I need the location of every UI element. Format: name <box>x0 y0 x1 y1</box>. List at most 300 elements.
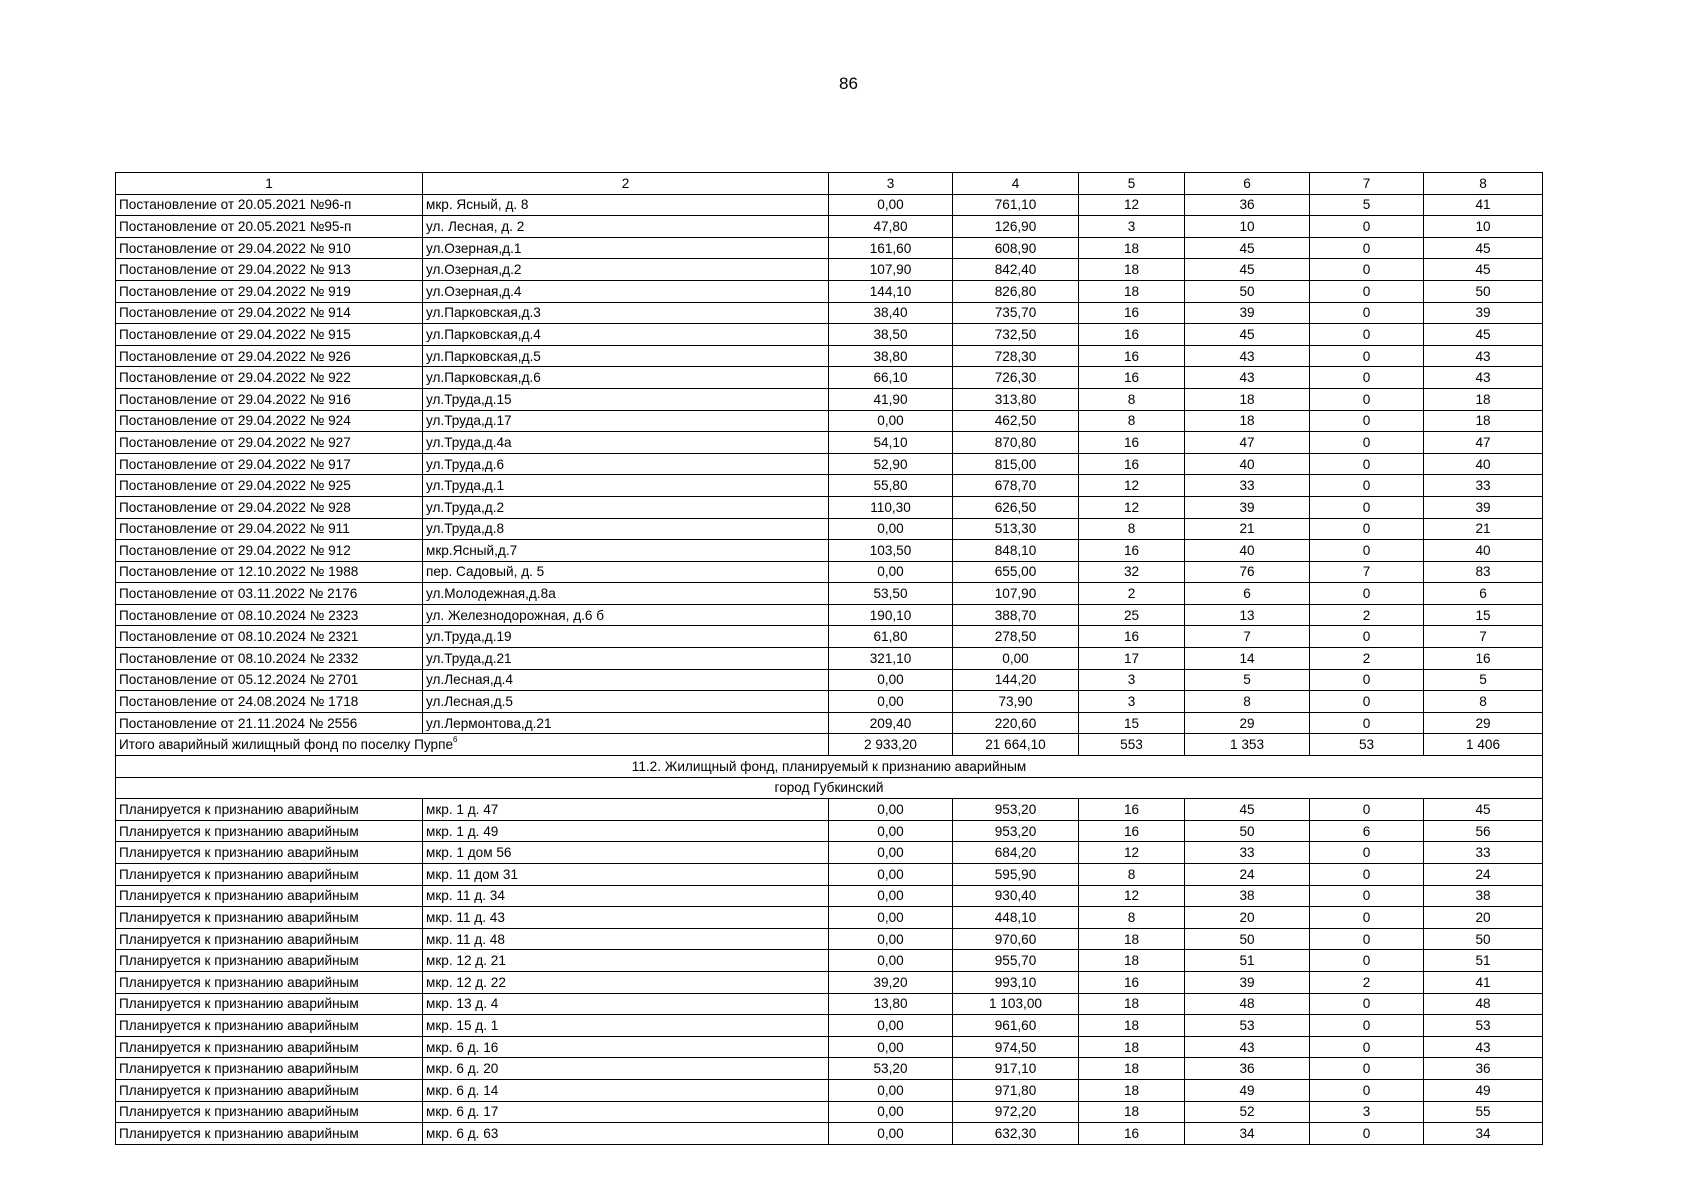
table-row <box>116 648 1543 670</box>
table-row <box>116 885 1543 907</box>
cell-col-7: 0 <box>1310 540 1424 562</box>
cell-col-7: 0 <box>1310 1123 1424 1145</box>
cell-col-4: 953,20 <box>953 820 1079 842</box>
cell-col-5: 16 <box>1079 302 1185 324</box>
table-row <box>116 302 1543 324</box>
column-number-header: 2 <box>423 173 829 195</box>
cell-col-7: 0 <box>1310 1015 1424 1037</box>
cell-address: мкр. 6 д. 16 <box>423 1036 829 1058</box>
cell-address: мкр. 11 д. 34 <box>423 885 829 907</box>
cell-col-8: 6 <box>1424 583 1543 605</box>
table-row <box>116 928 1543 950</box>
cell-col-6: 24 <box>1185 864 1310 886</box>
cell-col-4: 448,10 <box>953 907 1079 929</box>
cell-col-6: 39 <box>1185 496 1310 518</box>
cell-col-7: 0 <box>1310 345 1424 367</box>
cell-col-6: 5 <box>1185 669 1310 691</box>
cell-address: мкр. 11 д. 48 <box>423 928 829 950</box>
cell-col-8: 43 <box>1424 367 1543 389</box>
cell-col-3: 61,80 <box>829 626 953 648</box>
cell-address: мкр. 1 дом 56 <box>423 842 829 864</box>
cell-document: Планируется к признанию аварийным <box>116 1036 423 1058</box>
cell-col-3: 0,00 <box>829 950 953 972</box>
cell-document: Постановление от 29.04.2022 № 911 <box>116 518 423 540</box>
cell-col-7: 0 <box>1310 367 1424 389</box>
section-title-row <box>116 756 1543 778</box>
table-row <box>116 561 1543 583</box>
cell-address: мкр. 6 д. 63 <box>423 1123 829 1145</box>
cell-address: мкр.Ясный,д.7 <box>423 540 829 562</box>
cell-col-4: 0,00 <box>953 648 1079 670</box>
cell-col-7: 0 <box>1310 885 1424 907</box>
cell-address: ул.Труда,д.8 <box>423 518 829 540</box>
cell-col-8: 47 <box>1424 432 1543 454</box>
cell-col-5: 16 <box>1079 367 1185 389</box>
cell-col-5: 12 <box>1079 885 1185 907</box>
cell-col-4: 126,90 <box>953 216 1079 238</box>
table-row <box>116 864 1543 886</box>
cell-col-6: 10 <box>1185 216 1310 238</box>
table-row <box>116 216 1543 238</box>
cell-col-6: 43 <box>1185 1036 1310 1058</box>
total-value: 1 353 <box>1185 734 1310 756</box>
cell-col-3: 38,40 <box>829 302 953 324</box>
cell-col-3: 0,00 <box>829 928 953 950</box>
cell-document: Планируется к признанию аварийным <box>116 950 423 972</box>
cell-col-4: 1 103,00 <box>953 993 1079 1015</box>
cell-col-6: 48 <box>1185 993 1310 1015</box>
cell-document: Постановление от 29.04.2022 № 916 <box>116 388 423 410</box>
cell-col-5: 8 <box>1079 518 1185 540</box>
table-row <box>116 712 1543 734</box>
cell-address: мкр. Ясный, д. 8 <box>423 194 829 216</box>
table-row <box>116 691 1543 713</box>
cell-col-7: 0 <box>1310 669 1424 691</box>
cell-address: мкр. 11 дом 31 <box>423 864 829 886</box>
cell-col-8: 45 <box>1424 799 1543 821</box>
cell-col-7: 0 <box>1310 842 1424 864</box>
cell-address: ул.Лесная,д.5 <box>423 691 829 713</box>
cell-col-7: 0 <box>1310 864 1424 886</box>
cell-col-3: 0,00 <box>829 907 953 929</box>
cell-col-5: 16 <box>1079 626 1185 648</box>
cell-document: Постановление от 29.04.2022 № 912 <box>116 540 423 562</box>
cell-col-8: 20 <box>1424 907 1543 929</box>
cell-address: мкр. 12 д. 22 <box>423 971 829 993</box>
cell-col-3: 53,50 <box>829 583 953 605</box>
cell-col-5: 16 <box>1079 453 1185 475</box>
table-row <box>116 583 1543 605</box>
cell-col-8: 48 <box>1424 993 1543 1015</box>
cell-col-7: 0 <box>1310 1036 1424 1058</box>
page-number: 86 <box>839 74 858 93</box>
cell-document: Постановление от 20.05.2021 №95-п <box>116 216 423 238</box>
cell-address: ул.Озерная,д.2 <box>423 259 829 281</box>
cell-document: Постановление от 29.04.2022 № 919 <box>116 280 423 302</box>
cell-address: ул.Лермонтова,д.21 <box>423 712 829 734</box>
cell-col-3: 161,60 <box>829 237 953 259</box>
cell-col-4: 732,50 <box>953 324 1079 346</box>
cell-col-6: 7 <box>1185 626 1310 648</box>
cell-document: Планируется к признанию аварийным <box>116 799 423 821</box>
cell-col-8: 51 <box>1424 950 1543 972</box>
cell-col-4: 626,50 <box>953 496 1079 518</box>
table-row <box>116 345 1543 367</box>
cell-col-8: 29 <box>1424 712 1543 734</box>
cell-document: Планируется к признанию аварийным <box>116 885 423 907</box>
cell-col-4: 608,90 <box>953 237 1079 259</box>
cell-col-8: 16 <box>1424 648 1543 670</box>
cell-col-3: 13,80 <box>829 993 953 1015</box>
cell-col-8: 50 <box>1424 928 1543 950</box>
cell-col-4: 462,50 <box>953 410 1079 432</box>
cell-col-7: 2 <box>1310 604 1424 626</box>
cell-document: Планируется к признанию аварийным <box>116 1015 423 1037</box>
cell-col-4: 961,60 <box>953 1015 1079 1037</box>
cell-col-5: 16 <box>1079 540 1185 562</box>
cell-col-5: 18 <box>1079 950 1185 972</box>
cell-col-6: 45 <box>1185 799 1310 821</box>
cell-col-6: 49 <box>1185 1079 1310 1101</box>
cell-col-5: 16 <box>1079 432 1185 454</box>
section-title: 11.2. Жилищный фонд, планируемый к признанию аварийным <box>116 756 1543 778</box>
cell-col-6: 21 <box>1185 518 1310 540</box>
cell-col-7: 0 <box>1310 1079 1424 1101</box>
cell-col-6: 36 <box>1185 1058 1310 1080</box>
cell-col-3: 55,80 <box>829 475 953 497</box>
cell-document: Постановление от 29.04.2022 № 925 <box>116 475 423 497</box>
cell-col-8: 10 <box>1424 216 1543 238</box>
cell-col-3: 66,10 <box>829 367 953 389</box>
cell-col-4: 144,20 <box>953 669 1079 691</box>
cell-document: Постановление от 12.10.2022 № 1988 <box>116 561 423 583</box>
cell-col-5: 12 <box>1079 475 1185 497</box>
cell-col-6: 34 <box>1185 1123 1310 1145</box>
cell-col-4: 278,50 <box>953 626 1079 648</box>
cell-col-5: 15 <box>1079 712 1185 734</box>
cell-col-3: 52,90 <box>829 453 953 475</box>
table-row <box>116 1015 1543 1037</box>
cell-address: ул.Парковская,д.5 <box>423 345 829 367</box>
cell-address: мкр. 13 д. 4 <box>423 993 829 1015</box>
cell-col-3: 0,00 <box>829 1079 953 1101</box>
cell-col-4: 815,00 <box>953 453 1079 475</box>
cell-document: Постановление от 20.05.2021 №96-п <box>116 194 423 216</box>
cell-col-4: 678,70 <box>953 475 1079 497</box>
cell-address: ул.Лесная,д.4 <box>423 669 829 691</box>
cell-document: Постановление от 05.12.2024 № 2701 <box>116 669 423 691</box>
cell-col-7: 0 <box>1310 388 1424 410</box>
cell-address: ул.Озерная,д.4 <box>423 280 829 302</box>
cell-document: Постановление от 29.04.2022 № 914 <box>116 302 423 324</box>
cell-col-4: 972,20 <box>953 1101 1079 1123</box>
column-number-row <box>116 173 1543 195</box>
cell-col-4: 388,70 <box>953 604 1079 626</box>
table-row <box>116 540 1543 562</box>
cell-col-7: 5 <box>1310 194 1424 216</box>
cell-document: Планируется к признанию аварийным <box>116 820 423 842</box>
total-label: Итого аварийный жилищный фонд по поселку Пурпе <box>119 737 454 753</box>
cell-col-5: 18 <box>1079 280 1185 302</box>
cell-address: ул.Молодежная,д.8а <box>423 583 829 605</box>
cell-col-8: 56 <box>1424 820 1543 842</box>
cell-col-4: 728,30 <box>953 345 1079 367</box>
cell-col-5: 25 <box>1079 604 1185 626</box>
cell-col-7: 0 <box>1310 432 1424 454</box>
housing-table <box>115 172 1543 1145</box>
cell-address: мкр. 6 д. 14 <box>423 1079 829 1101</box>
cell-col-3: 41,90 <box>829 388 953 410</box>
cell-col-6: 29 <box>1185 712 1310 734</box>
cell-address: мкр. 6 д. 17 <box>423 1101 829 1123</box>
cell-col-8: 7 <box>1424 626 1543 648</box>
footnote-marker: 6 <box>453 735 458 745</box>
cell-col-6: 40 <box>1185 453 1310 475</box>
cell-col-7: 0 <box>1310 410 1424 432</box>
table-row <box>116 971 1543 993</box>
cell-col-8: 45 <box>1424 237 1543 259</box>
cell-col-6: 45 <box>1185 259 1310 281</box>
cell-document: Планируется к признанию аварийным <box>116 864 423 886</box>
cell-col-8: 38 <box>1424 885 1543 907</box>
cell-document: Планируется к признанию аварийным <box>116 993 423 1015</box>
cell-col-3: 47,80 <box>829 216 953 238</box>
cell-col-6: 76 <box>1185 561 1310 583</box>
city-title: город Губкинский <box>116 777 1543 799</box>
cell-col-4: 870,80 <box>953 432 1079 454</box>
cell-col-6: 45 <box>1185 237 1310 259</box>
cell-document: Постановление от 29.04.2022 № 928 <box>116 496 423 518</box>
cell-document: Планируется к признанию аварийным <box>116 1079 423 1101</box>
cell-col-8: 33 <box>1424 475 1543 497</box>
table-row <box>116 799 1543 821</box>
cell-col-8: 15 <box>1424 604 1543 626</box>
cell-col-5: 8 <box>1079 410 1185 432</box>
cell-col-5: 32 <box>1079 561 1185 583</box>
cell-col-3: 38,80 <box>829 345 953 367</box>
table-row <box>116 237 1543 259</box>
cell-document: Постановление от 29.04.2022 № 915 <box>116 324 423 346</box>
cell-col-8: 83 <box>1424 561 1543 583</box>
cell-address: ул.Труда,д.4а <box>423 432 829 454</box>
total-row <box>116 734 1543 756</box>
cell-col-5: 16 <box>1079 799 1185 821</box>
cell-col-5: 3 <box>1079 691 1185 713</box>
cell-col-8: 18 <box>1424 410 1543 432</box>
cell-col-5: 3 <box>1079 216 1185 238</box>
table-row <box>116 324 1543 346</box>
cell-col-7: 0 <box>1310 302 1424 324</box>
cell-col-8: 18 <box>1424 388 1543 410</box>
cell-col-7: 2 <box>1310 971 1424 993</box>
cell-col-8: 43 <box>1424 345 1543 367</box>
cell-col-3: 0,00 <box>829 1101 953 1123</box>
cell-col-5: 18 <box>1079 1079 1185 1101</box>
total-value: 21 664,10 <box>953 734 1079 756</box>
cell-address: ул. Лесная, д. 2 <box>423 216 829 238</box>
cell-document: Планируется к признанию аварийным <box>116 1123 423 1145</box>
cell-col-7: 0 <box>1310 1058 1424 1080</box>
cell-col-8: 33 <box>1424 842 1543 864</box>
cell-col-7: 0 <box>1310 324 1424 346</box>
cell-document: Постановление от 08.10.2024 № 2321 <box>116 626 423 648</box>
cell-col-5: 18 <box>1079 1058 1185 1080</box>
cell-col-5: 3 <box>1079 669 1185 691</box>
cell-col-4: 930,40 <box>953 885 1079 907</box>
cell-col-6: 39 <box>1185 971 1310 993</box>
cell-address: мкр. 12 д. 21 <box>423 950 829 972</box>
cell-address: ул.Труда,д.19 <box>423 626 829 648</box>
total-value: 1 406 <box>1424 734 1543 756</box>
city-title-row <box>116 777 1543 799</box>
cell-col-6: 14 <box>1185 648 1310 670</box>
table-row <box>116 410 1543 432</box>
cell-col-3: 0,00 <box>829 669 953 691</box>
cell-col-6: 18 <box>1185 410 1310 432</box>
total-value: 2 933,20 <box>829 734 953 756</box>
cell-col-3: 0,00 <box>829 561 953 583</box>
cell-col-5: 18 <box>1079 993 1185 1015</box>
cell-col-6: 20 <box>1185 907 1310 929</box>
cell-col-7: 7 <box>1310 561 1424 583</box>
cell-col-3: 53,20 <box>829 1058 953 1080</box>
cell-col-8: 39 <box>1424 302 1543 324</box>
cell-col-8: 41 <box>1424 971 1543 993</box>
cell-document: Постановление от 29.04.2022 № 917 <box>116 453 423 475</box>
cell-col-3: 0,00 <box>829 1015 953 1037</box>
cell-col-6: 6 <box>1185 583 1310 605</box>
cell-col-3: 103,50 <box>829 540 953 562</box>
cell-col-5: 8 <box>1079 388 1185 410</box>
table-row <box>116 259 1543 281</box>
cell-document: Планируется к признанию аварийным <box>116 928 423 950</box>
cell-col-6: 40 <box>1185 540 1310 562</box>
column-number-header: 6 <box>1185 173 1310 195</box>
table-row <box>116 453 1543 475</box>
cell-col-5: 12 <box>1079 194 1185 216</box>
cell-col-6: 36 <box>1185 194 1310 216</box>
cell-address: мкр. 6 д. 20 <box>423 1058 829 1080</box>
cell-col-8: 49 <box>1424 1079 1543 1101</box>
cell-col-7: 0 <box>1310 216 1424 238</box>
cell-col-7: 0 <box>1310 691 1424 713</box>
cell-col-8: 5 <box>1424 669 1543 691</box>
cell-col-5: 18 <box>1079 1101 1185 1123</box>
cell-document: Планируется к признанию аварийным <box>116 1101 423 1123</box>
cell-col-4: 974,50 <box>953 1036 1079 1058</box>
cell-address: ул.Озерная,д.1 <box>423 237 829 259</box>
cell-document: Планируется к признанию аварийным <box>116 1058 423 1080</box>
cell-col-5: 18 <box>1079 1015 1185 1037</box>
cell-address: ул.Труда,д.6 <box>423 453 829 475</box>
table-row <box>116 1079 1543 1101</box>
cell-col-8: 21 <box>1424 518 1543 540</box>
cell-col-7: 0 <box>1310 993 1424 1015</box>
cell-col-4: 107,90 <box>953 583 1079 605</box>
cell-col-7: 0 <box>1310 280 1424 302</box>
cell-col-6: 8 <box>1185 691 1310 713</box>
cell-col-6: 51 <box>1185 950 1310 972</box>
column-number-header: 7 <box>1310 173 1424 195</box>
cell-col-3: 0,00 <box>829 194 953 216</box>
table-row <box>116 820 1543 842</box>
cell-col-8: 40 <box>1424 540 1543 562</box>
cell-col-3: 0,00 <box>829 691 953 713</box>
cell-document: Постановление от 29.04.2022 № 922 <box>116 367 423 389</box>
cell-col-8: 40 <box>1424 453 1543 475</box>
cell-col-5: 16 <box>1079 345 1185 367</box>
cell-address: ул.Парковская,д.3 <box>423 302 829 324</box>
cell-col-7: 0 <box>1310 237 1424 259</box>
cell-col-5: 8 <box>1079 907 1185 929</box>
cell-col-6: 50 <box>1185 928 1310 950</box>
cell-address: мкр. 15 д. 1 <box>423 1015 829 1037</box>
cell-col-8: 34 <box>1424 1123 1543 1145</box>
cell-address: мкр. 1 д. 49 <box>423 820 829 842</box>
cell-document: Постановление от 29.04.2022 № 926 <box>116 345 423 367</box>
column-number-header: 8 <box>1424 173 1543 195</box>
table-row <box>116 475 1543 497</box>
column-number-header: 1 <box>116 173 423 195</box>
cell-col-3: 39,20 <box>829 971 953 993</box>
cell-col-5: 18 <box>1079 928 1185 950</box>
cell-col-5: 12 <box>1079 842 1185 864</box>
cell-document: Постановление от 03.11.2022 № 2176 <box>116 583 423 605</box>
cell-col-3: 0,00 <box>829 885 953 907</box>
cell-col-6: 33 <box>1185 475 1310 497</box>
table-row <box>116 950 1543 972</box>
cell-col-8: 53 <box>1424 1015 1543 1037</box>
cell-col-4: 970,60 <box>953 928 1079 950</box>
cell-col-8: 50 <box>1424 280 1543 302</box>
cell-col-4: 73,90 <box>953 691 1079 713</box>
cell-col-7: 0 <box>1310 518 1424 540</box>
cell-col-4: 842,40 <box>953 259 1079 281</box>
cell-col-6: 47 <box>1185 432 1310 454</box>
cell-col-5: 18 <box>1079 237 1185 259</box>
table-row <box>116 842 1543 864</box>
cell-col-8: 24 <box>1424 864 1543 886</box>
cell-col-4: 735,70 <box>953 302 1079 324</box>
cell-col-6: 13 <box>1185 604 1310 626</box>
cell-address: мкр. 11 д. 43 <box>423 907 829 929</box>
cell-col-5: 18 <box>1079 259 1185 281</box>
cell-col-7: 0 <box>1310 626 1424 648</box>
cell-col-8: 8 <box>1424 691 1543 713</box>
table-row <box>116 388 1543 410</box>
cell-col-7: 6 <box>1310 820 1424 842</box>
cell-col-3: 190,10 <box>829 604 953 626</box>
table-row <box>116 432 1543 454</box>
cell-col-7: 0 <box>1310 259 1424 281</box>
cell-col-3: 0,00 <box>829 1123 953 1145</box>
cell-address: ул.Труда,д.15 <box>423 388 829 410</box>
table-row <box>116 518 1543 540</box>
cell-col-4: 848,10 <box>953 540 1079 562</box>
cell-col-3: 0,00 <box>829 799 953 821</box>
cell-address: ул.Труда,д.21 <box>423 648 829 670</box>
cell-document: Постановление от 29.04.2022 № 910 <box>116 237 423 259</box>
cell-address: ул.Труда,д.17 <box>423 410 829 432</box>
cell-col-6: 50 <box>1185 280 1310 302</box>
cell-col-3: 0,00 <box>829 864 953 886</box>
cell-col-8: 39 <box>1424 496 1543 518</box>
table-row <box>116 669 1543 691</box>
total-label-cell <box>116 734 829 756</box>
cell-col-7: 0 <box>1310 475 1424 497</box>
cell-col-8: 45 <box>1424 259 1543 281</box>
cell-col-3: 107,90 <box>829 259 953 281</box>
